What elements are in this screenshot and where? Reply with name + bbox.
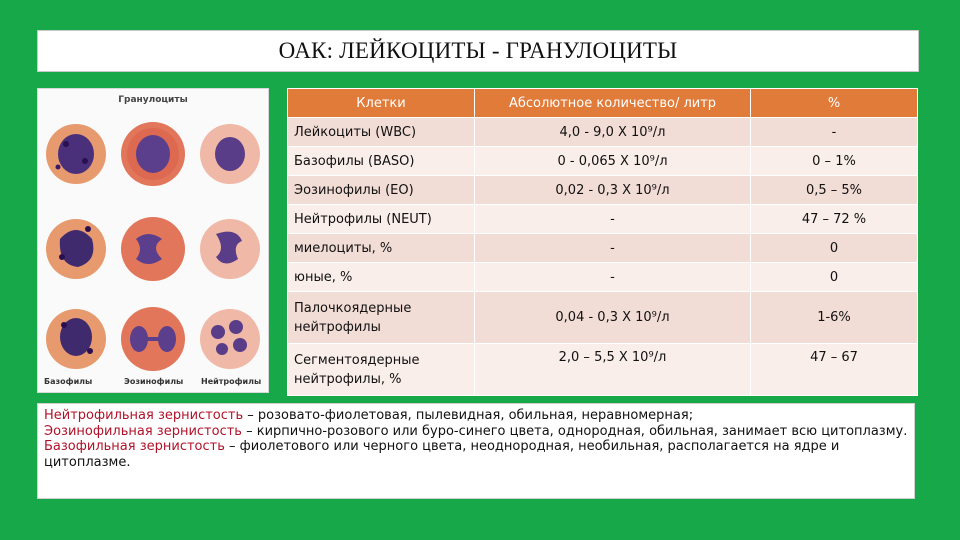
table-row	[288, 205, 918, 234]
table-row	[288, 118, 918, 147]
cell-percent: 47 – 72 %	[751, 205, 918, 234]
cell-name: Нейтрофилы (NEUT)	[288, 205, 475, 234]
cell-name: юные, %	[288, 263, 475, 292]
cell-name: Сегментоядерные нейтрофилы, %	[288, 344, 475, 396]
cells-drawing	[38, 89, 268, 392]
neutrophil-cell-3	[200, 309, 260, 369]
cell-absolute: -	[475, 263, 751, 292]
cell-percent: 47 – 67	[751, 344, 918, 396]
table-row	[288, 234, 918, 263]
title-box	[37, 30, 919, 72]
header-absolute: Абсолютное количество/ литр	[475, 89, 751, 118]
eosinophils-label: Эозинофилы	[124, 377, 184, 386]
note-term: Эозинофильная зернистость	[44, 423, 242, 439]
note-term: Нейтрофильная зернистость	[44, 408, 244, 423]
cell-absolute: -	[475, 234, 751, 263]
cell-name: Эозинофилы (EO)	[288, 176, 475, 205]
neutrophil-cell-2	[200, 219, 260, 279]
table-row	[288, 176, 918, 205]
note-basophil	[44, 439, 908, 470]
cell-percent: 0,5 – 5%	[751, 176, 918, 205]
table-row	[288, 344, 918, 396]
note-eosinophil	[44, 424, 908, 440]
eosinophil-cell-1	[121, 122, 185, 186]
cell-absolute: 2,0 – 5,5 X 10⁹/л	[475, 344, 751, 396]
table-header-row	[288, 89, 918, 118]
cell-absolute: 0,04 - 0,3 X 10⁹/л	[475, 292, 751, 344]
neutrophil-cell-1	[200, 124, 260, 184]
note-term: Базофильная зернистость	[44, 439, 225, 454]
note-neutrophil	[44, 408, 908, 424]
cell-percent: 0 – 1%	[751, 147, 918, 176]
granularity-notes	[37, 403, 915, 499]
cell-absolute: 4,0 - 9,0 X 10⁹/л	[475, 118, 751, 147]
eosinophil-cell-2	[121, 217, 185, 281]
note-text: – розовато-фиолетовая, пылевидная, обильная, неравномерная;	[243, 408, 694, 423]
cell-absolute: 0 - 0,065 X 10⁹/л	[475, 147, 751, 176]
cell-name: Лейкоциты (WBC)	[288, 118, 475, 147]
header-percent: %	[751, 89, 918, 118]
cell-absolute: 0,02 - 0,3 X 10⁹/л	[475, 176, 751, 205]
table-row	[288, 292, 918, 344]
illustration-title: Гранулоциты	[118, 95, 188, 105]
cell-name: Базофилы (BASO)	[288, 147, 475, 176]
basophil-cell-1	[46, 124, 106, 184]
eosinophil-cell-3	[121, 307, 185, 371]
note-text: – фиолетового или черного цвета, неоднородная, необильная, располагается на ядре и цитоплазме.	[44, 439, 840, 470]
granulocytes-illustration	[37, 88, 269, 393]
leukocyte-table	[287, 88, 918, 396]
cell-percent: 1-6%	[751, 292, 918, 344]
table-row	[288, 263, 918, 292]
cell-percent: -	[751, 118, 918, 147]
table-row	[288, 147, 918, 176]
neutrophils-label: Нейтрофилы	[201, 377, 262, 386]
page-title: ОАК: ЛЕЙКОЦИТЫ - ГРАНУЛОЦИТЫ	[278, 38, 678, 63]
header-cells: Клетки	[288, 89, 475, 118]
cell-name: миелоциты, %	[288, 234, 475, 263]
cell-name: Палочкоядерные нейтрофилы	[288, 292, 475, 344]
basophil-cell-2	[46, 219, 106, 279]
note-text: – кирпично-розового или буро-синего цвета, однородная, обильная, занимает всю цитоплазму.	[241, 423, 908, 439]
basophil-cell-3	[46, 309, 106, 369]
cell-percent: 0	[751, 234, 918, 263]
basophils-label: Базофилы	[44, 377, 93, 386]
cell-percent: 0	[751, 263, 918, 292]
cell-absolute: -	[475, 205, 751, 234]
